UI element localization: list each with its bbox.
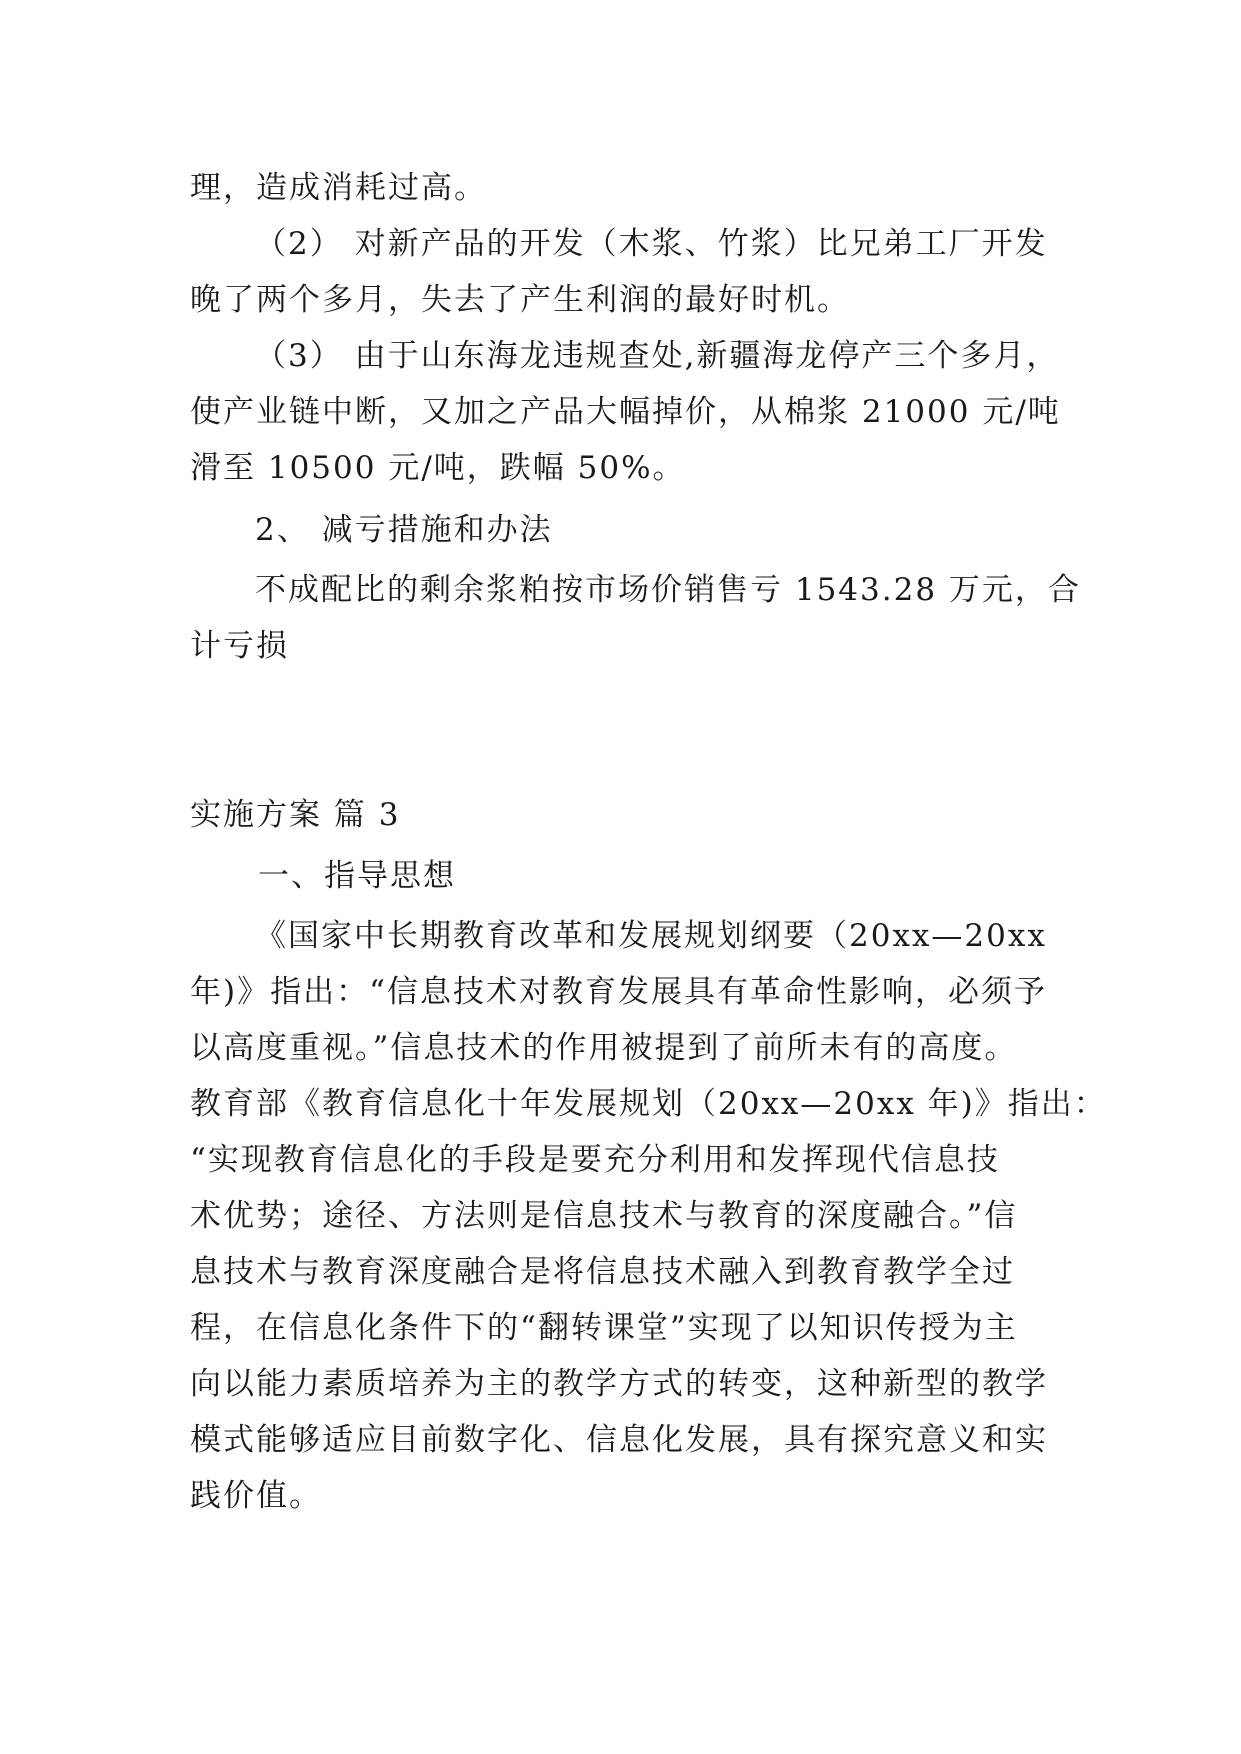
text-line: 践价值。 [190,1478,322,1514]
text-line: 程，在信息化条件下的“翻转课堂”实现了以知识传授为主 [190,1310,1018,1346]
text-line: 晚了两个多月，失去了产生利润的最好时机。 [190,282,850,318]
text-line: （3） 由于山东海龙违规查处,新疆海龙停产三个多月， [255,338,1060,374]
text-line: 计亏损 [190,628,289,664]
text-line: 年)》指出：“信息技术对教育发展具有革命性影响，必须予 [190,974,1047,1010]
text-line: 向以能力素质培养为主的教学方式的转变，这种新型的教学 [190,1366,1048,1402]
section-heading: 一、指导思想 [258,858,456,894]
text-line: “实现教育信息化的手段是要充分利用和发挥现代信息技 [190,1142,1000,1178]
text-line: 使产业链中断，又加之产品大幅掉价，从棉浆 21000 元/吨 [190,394,1061,430]
text-line: 息技术与教育深度融合是将信息技术融入到教育教学全过 [190,1254,1015,1290]
text-line: 术优势；途径、方法则是信息技术与教育的深度融合。”信 [190,1198,1018,1234]
text-line: 模式能够适应目前数字化、信息化发展，具有探究意义和实 [190,1422,1048,1458]
text-line: （2） 对新产品的开发（木浆、竹浆）比兄弟工厂开发 [255,226,1048,262]
article-title: 实施方案 篇 3 [190,797,401,833]
text-line: 教育部《教育信息化十年发展规划（20xx—20xx 年)》指出： [190,1086,1107,1122]
text-line: 理，造成消耗过高。 [190,170,487,206]
text-line: 《国家中长期教育改革和发展规划纲要（20xx—20xx [255,918,1047,954]
section-heading: 2、 减亏措施和办法 [255,512,553,548]
text-line: 以高度重视。”信息技术的作用被提到了前所未有的高度。 [190,1030,1018,1066]
text-line: 不成配比的剩余浆粕按市场价销售亏 1543.28 万元，合 [255,572,1081,608]
text-line: 滑至 10500 元/吨，跌幅 50%。 [190,450,686,486]
